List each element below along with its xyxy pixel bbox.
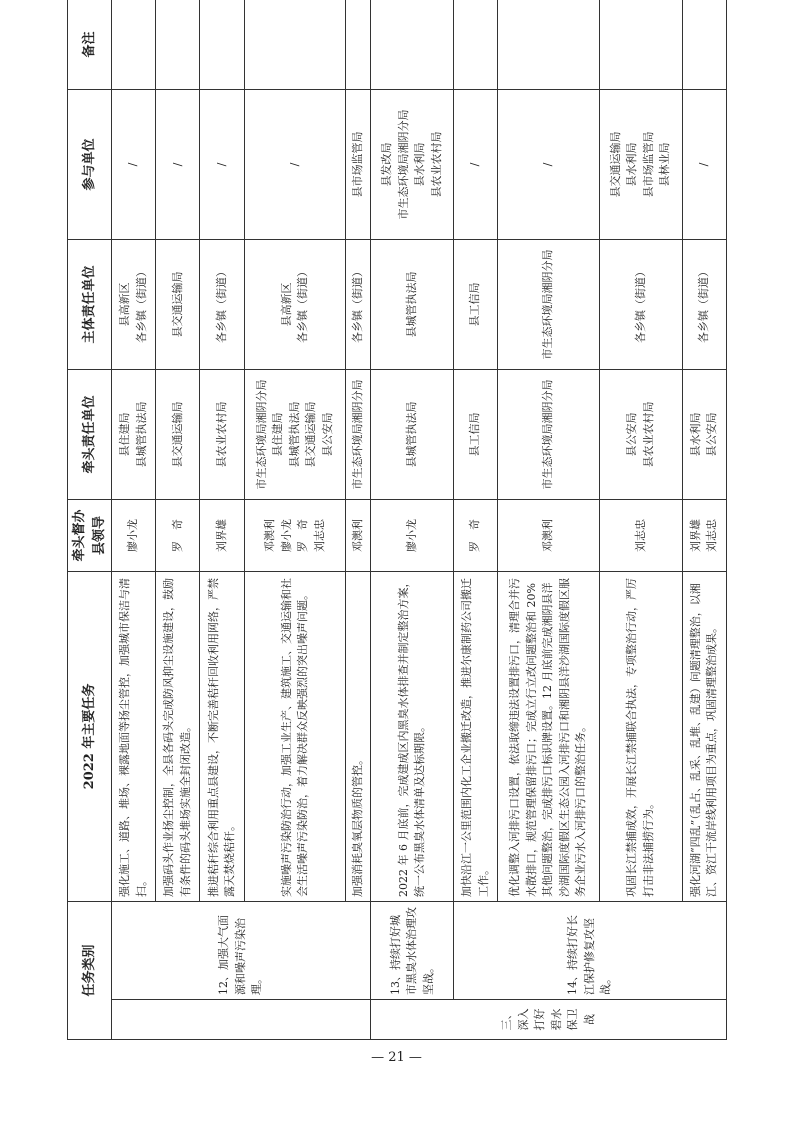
note-cell [682,0,726,89]
leader-cell: 廖小龙 [370,499,453,571]
table-row [370,0,453,1040]
table-row [497,0,599,1040]
table-row [453,0,497,1040]
table-row [244,0,346,1040]
lead-unit-cell: 县住建局 县城管执法局 [111,369,155,499]
content-cell: 加快沿江一公里范围内化工企业搬迁改造，推进尔康制药公司搬迁工作。 [453,571,497,901]
note-cell [244,0,346,89]
header-category: 任务类别 [67,901,111,1039]
note-cell [155,0,199,89]
lead-unit-cell: 市生态环境局湘阴分局 县住建局 县城管执法局 县交通运输局 县公安局 [244,369,346,499]
category-cell: 三、深入打好碧水保卫战 [370,1000,726,1040]
note-cell [599,0,682,89]
header-task: 2022 年主要任务 [67,571,111,901]
participant-cell: / [453,89,497,239]
participant-cell: / [244,89,346,239]
main-unit-cell: 各乡镇（街道） [345,239,370,369]
note-cell [199,0,243,89]
leader-cell: 刘界雄 刘志忠 [682,499,726,571]
lead-unit-cell: 县城管执法局 [370,369,453,499]
participant-cell: / [155,89,199,239]
main-unit-cell: 县城管执法局 [370,239,453,369]
header-note: 备注 [67,0,111,89]
lead-unit-cell: 县工信局 [453,369,497,499]
lead-unit-cell: 县水利局 县公安局 [682,369,726,499]
participant-cell: 县市场监管局 [345,89,370,239]
leader-cell: 刘志忠 [599,499,682,571]
lead-unit-cell: 县农业农村局 [199,369,243,499]
note-cell [370,0,453,89]
note-cell [497,0,599,89]
table-header-row [67,0,111,1040]
participant-cell: / [199,89,243,239]
note-cell [345,0,370,89]
table-row [599,0,682,1040]
header-participants: 参与单位 [67,89,111,239]
main-unit-cell: 各乡镇（街道） [682,239,726,369]
content-cell: 加强码头作业扬尘控制，全县各码头完成防风抑尘设施建设，鼓励有条件的码头堆场实施全封闭改造。 [155,571,199,901]
main-unit-cell: 县高新区 各乡镇（街道） [111,239,155,369]
participant-cell: / [682,89,726,239]
leader-cell: 罗 奇 [155,499,199,571]
leader-cell: 刘界雄 [199,499,243,571]
table-row [199,0,243,1040]
table-row [155,0,199,1040]
header-main-unit: 主体责任单位 [67,239,111,369]
participant-cell: 县交通运输局 县水利局 县市场监管局 县林业局 [599,89,682,239]
content-cell: 强化施工、道路、堆场、裸露地面等扬尘管控，加强城市保洁与清扫。 [111,571,155,901]
content-cell: 强化河湖“四乱”（乱占、乱采、乱堆、乱建）问题清理整治，以湘江、资江干流岸线利用项目为重点，巩固清理整治成果。 [682,571,726,901]
main-unit-cell: 县交通运输局 [155,239,199,369]
lead-unit-cell: 县交通运输局 [155,369,199,499]
content-cell: 加强消耗臭氧层物质的管控。 [345,571,370,901]
leader-cell: 罗 奇 [453,499,497,571]
participant-cell: / [111,89,155,239]
main-unit-cell: 各乡镇（街道） [199,239,243,369]
content-cell: 巩固长江禁捕成效，开展长江禁捕联合执法，专项整治行动，严厉打击非法捕捞行为。 [599,571,682,901]
content-cell: 2022 年 6 月底前，完成建成区内黑臭水体排查并制定整治方案，统一公布黑臭水体清单及达标期限。 [370,571,453,901]
lead-unit-cell: 市生态环境局湘阴分局 [345,369,370,499]
leader-cell: 邓澳利 [497,499,599,571]
task-cell: 12、加强大气面源和噪声污染治理。 [111,901,370,999]
table-row [682,0,726,1040]
participant-cell: / [497,89,599,239]
rotated-table-page [67,0,727,1040]
leader-cell: 邓澳利 [345,499,370,571]
note-cell [111,0,155,89]
content-cell: 优化调整入河排污口设置，依法取缔违法设置排污口，清理合并污水散排口，规范管理保留排污口；完成立行立改问题整治和 20%其他问题整治，完成排污口标识牌设置。12 月底前完成湘阴县洋沙湖国际度假区生态公园入河排污口和湘阴县洋沙湖国际度假区服务企业污水入河排污口的整治任务。 [497,571,599,901]
main-unit-cell: 县高新区 各乡镇（街道） [244,239,346,369]
main-unit-cell: 县工信局 [453,239,497,369]
note-cell [453,0,497,89]
lead-unit-cell: 市生态环境局湘阴分局 [497,369,599,499]
main-unit-cell: 市生态环境局湘阴分局 [497,239,599,369]
main-unit-cell: 各乡镇（街道） [599,239,682,369]
task-table [67,0,727,1040]
header-leader: 牵头督办县领导 [67,499,111,571]
table-row [111,0,155,1040]
category-cell-empty [111,1000,370,1040]
task-cell: 14、持续打好长江保护修复攻坚战。 [453,901,726,999]
leader-cell: 邓澳利 廖小龙 罗 奇 刘志忠 [244,499,346,571]
content-cell: 推进秸秆综合利用重点县建设，不断完善秸秆回收利用网络，严禁露天焚烧秸秆。 [199,571,243,901]
participant-cell: 县发改局 市生态环境局湘阴分局 县水利局 县农业农村局 [370,89,453,239]
lead-unit-cell: 县公安局 县农业农村局 [599,369,682,499]
task-cell: 13、持续打好城市黑臭水体治理攻坚战。 [370,901,453,999]
page-number: — 21 — [371,1050,422,1065]
header-lead-unit: 牵头责任单位 [67,369,111,499]
table-row [345,0,370,1040]
content-cell: 实施噪声污染防治行动，加强工业生产、建筑施工、交通运输和社会生活噪声污染防治，着力解决群众反映强烈的突出噪声问题。 [244,571,346,901]
leader-cell: 廖小龙 [111,499,155,571]
